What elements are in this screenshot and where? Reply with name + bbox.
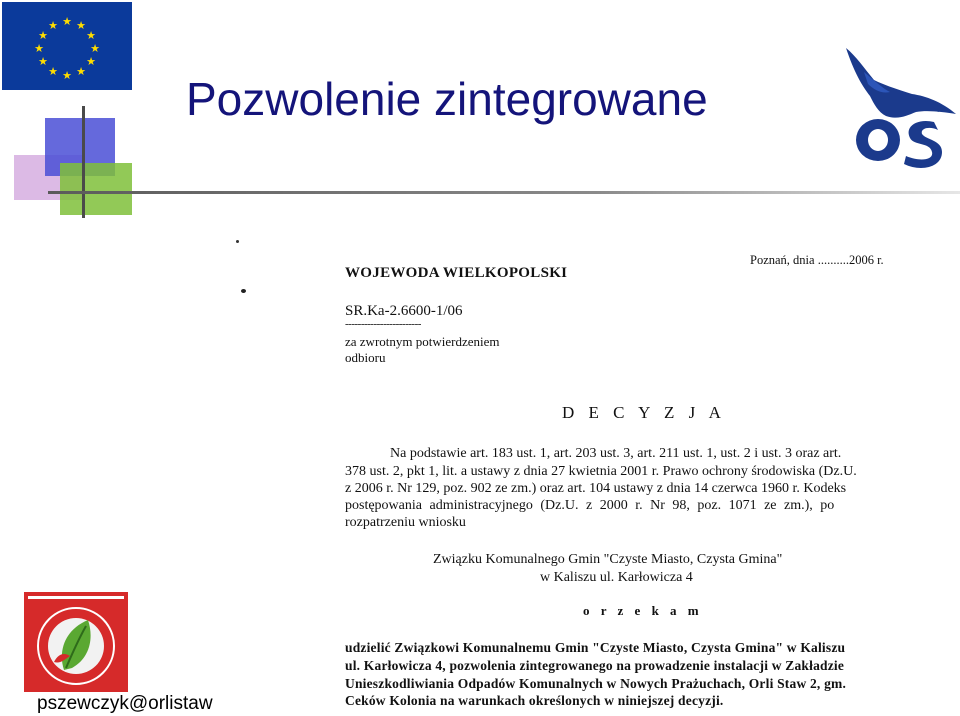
- scan-speck: [236, 240, 239, 243]
- issuing-authority: WOJEWODA WIELKOPOLSKI: [345, 265, 568, 281]
- case-number: SR.Ka-2.6600-1/06: [345, 303, 463, 319]
- title-underline: [48, 191, 960, 194]
- eu-flag-icon: [2, 2, 132, 90]
- legal-basis-line: z 2006 r. Nr 129, poz. 902 ze zm.) oraz art. 104 ustawy z dnia 14 czerwca 1960 r. Kodeks: [345, 481, 847, 496]
- document-date: Poznań, dnia ..........2006 r.: [750, 253, 884, 267]
- union-leaf-logo-icon: [24, 592, 128, 692]
- delivery-note: odbioru: [345, 350, 386, 365]
- footer-email: pszewczyk@orlistaw: [37, 693, 213, 714]
- legal-basis-line: rozpatrzeniu wniosku: [345, 515, 466, 530]
- ruling-line: udzielić Związkowi Komunalnemu Gmin "Czyste Miasto, Czysta Gmina" w Kaliszu: [345, 640, 846, 655]
- svg-text:★: ★: [62, 69, 72, 82]
- ruling-line: Unieszkodliwiania Odpadów Komunalnych w Nowych Prażuchach, Orli Staw 2, gm.: [345, 676, 847, 691]
- applicant-name: Związku Komunalnego Gmin "Czyste Miasto, Czysta Gmina": [433, 552, 783, 567]
- legal-basis-line: 378 ust. 2, pkt 1, lit. a ustawy z dnia 27 kwietnia 2001 r. Prawo ochrony środowiska (Dz.U.: [345, 464, 857, 479]
- svg-text:★: ★: [76, 65, 86, 78]
- scan-speck: [241, 289, 246, 293]
- decor-vertical-line: [82, 106, 85, 218]
- svg-text:★: ★: [38, 55, 48, 68]
- legal-basis-line: Na podstawie art. 183 ust. 1, art. 203 ust. 3, art. 211 ust. 1, ust. 2 i ust. 3 oraz art.: [390, 446, 842, 461]
- ruling-line: ul. Karłowicza 4, pozwolenia zintegrowanego na prowadzenie instalacji w Zakładzie: [345, 658, 845, 673]
- decision-heading: D E C Y Z J A: [562, 403, 726, 422]
- decor-square-green: [60, 163, 132, 215]
- svg-text:★: ★: [38, 29, 48, 42]
- svg-text:★: ★: [86, 29, 96, 42]
- legal-basis-line: postępowania administracyjnego (Dz.U. z 2000 r. Nr 98, poz. 1071 ze zm.), po: [345, 498, 835, 513]
- svg-text:★: ★: [76, 19, 86, 32]
- svg-text:★: ★: [48, 19, 58, 32]
- svg-text:★: ★: [34, 42, 44, 55]
- svg-text:★: ★: [90, 42, 100, 55]
- ruling-line: Ceków Kolonia na warunkach określonych w niniejszej decyzji.: [345, 693, 724, 708]
- delivery-note: za zwrotnym potwierdzeniem: [345, 334, 500, 349]
- applicant-address: w Kaliszu ul. Karłowicza 4: [540, 570, 693, 585]
- ruling-heading: o r z e k a m: [583, 603, 703, 618]
- svg-text:★: ★: [86, 55, 96, 68]
- svg-text:★: ★: [48, 65, 58, 78]
- separator-line: ------------------------: [345, 318, 421, 330]
- page-title: Pozwolenie zintegrowane: [186, 73, 708, 125]
- eagle-os-logo-icon: [834, 42, 960, 172]
- svg-text:★: ★: [62, 15, 72, 28]
